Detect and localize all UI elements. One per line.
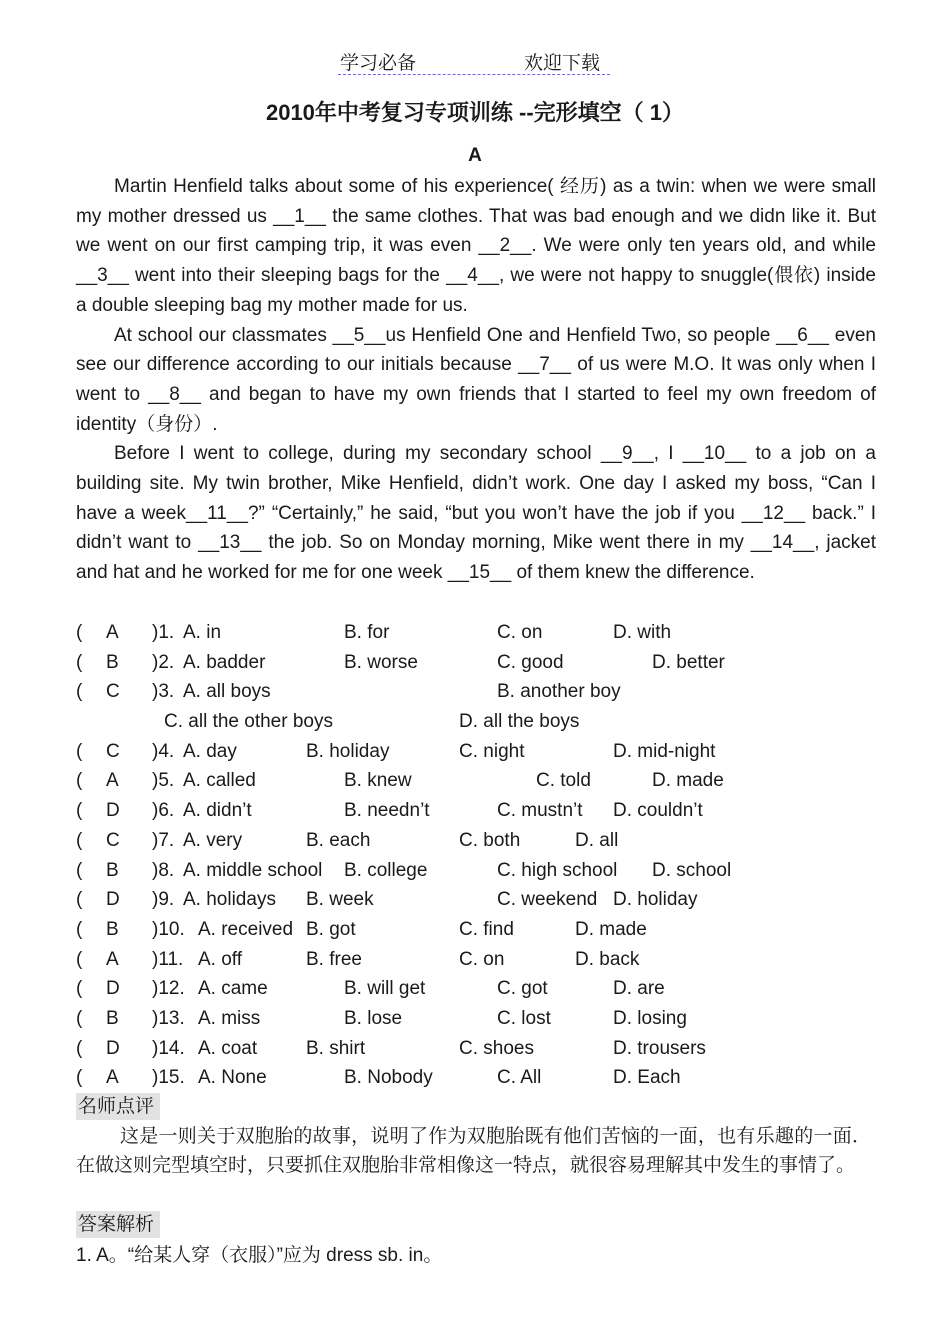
option-choice: B. got — [306, 918, 356, 940]
passage-paragraph-3: Before I went to college, during my secondary school __9__, I __10__ to a job on a building site. My twin brother, Mike Henfield, didn’t work. One day I asked my boss, “Can I have a week__11__?” “Certainly,” he said, “but you won’t have the job if you __12__ back.” I didn’t want to __13__ the job. So on Monday morning, Mike went there in my __14__, jacket and hat and he worked for me for one week __15__ of them knew the difference. — [76, 443, 876, 584]
answer-letter: C — [106, 829, 120, 851]
open-paren: ( — [76, 948, 83, 970]
option-choice: C. on — [497, 622, 543, 643]
option-choice: A. day — [183, 740, 237, 762]
answer-letter: B — [106, 1007, 119, 1029]
option-choice: C. weekend — [497, 889, 598, 911]
question-row — [76, 974, 856, 1004]
open-paren: ( — [76, 978, 83, 1000]
question-number: )11. — [152, 948, 184, 970]
answer-letter: C — [106, 681, 120, 703]
option-choice: D. made — [575, 918, 647, 940]
passage-paragraph-2: At school our classmates __5__us Henfield One and Henfield Two, so people __6__ even see our difference according to our initials because __7__ of us were M.O. It was only when I went to __8__ and began to have my own friends that I started to feel my own freedom of identity（身份）. — [76, 324, 876, 435]
option-choice: D. made — [652, 770, 724, 792]
option-choice: B. Nobody — [344, 1067, 433, 1089]
option-choice: C. told — [536, 770, 591, 792]
page-title: 2010年中考复习专项训练 --完形填空（ 1） — [265, 100, 685, 125]
option-choice: D. holiday — [613, 889, 698, 911]
open-paren: ( — [76, 740, 83, 762]
answer-letter: D — [106, 889, 120, 911]
passage-paragraph-1: Martin Henfield talks about some of his experience( 经历) as a twin: when we were small my mother dressed us __1__ the same clothes. That was bad enough and we didn like it. But we went on our first camping trip, it was even __2__. We were only ten years old, and while __3__ went into their sleeping bags for the __4__, we were not happy to snuggle(偎依) inside a double sleeping bag my mother made for us. — [76, 176, 876, 316]
question-row — [76, 856, 856, 886]
option-choice: D. couldn’t — [613, 800, 703, 822]
question-number: )12. — [152, 978, 185, 1000]
question-row — [76, 648, 856, 678]
question-number: )9. — [152, 889, 175, 911]
question-number: )7. — [152, 829, 175, 851]
option-choice: D. trousers — [613, 1037, 706, 1059]
answer-letter: A — [106, 622, 119, 643]
answer-letter: D — [106, 800, 120, 822]
header-right-text: 欢迎下载 — [524, 53, 601, 74]
question-row — [76, 885, 856, 915]
option-choice: C. both — [459, 829, 521, 851]
question-row — [76, 677, 856, 707]
open-paren: ( — [76, 918, 83, 940]
question-row — [76, 766, 856, 796]
option-choice: A. holidays — [183, 889, 276, 911]
option-choice: A. coat — [198, 1037, 258, 1059]
option-choice: A. miss — [198, 1007, 261, 1029]
option-choice: B. worse — [344, 651, 418, 673]
answer-letter: B — [106, 859, 119, 881]
option-choice: C. lost — [497, 1007, 551, 1029]
option-choice: B. knew — [344, 770, 412, 792]
option-choice: B. shirt — [306, 1037, 366, 1059]
option-choice: B. will get — [344, 978, 426, 1000]
cloze-passage — [76, 172, 876, 588]
question-row — [76, 945, 856, 975]
question-number: )4. — [152, 740, 175, 762]
open-paren: ( — [76, 800, 83, 822]
option-choice: C. shoes — [459, 1037, 534, 1059]
question-row — [76, 915, 856, 945]
answer-letter: A — [106, 948, 119, 970]
option-choice: A. None — [198, 1067, 267, 1089]
open-paren: ( — [76, 770, 83, 792]
open-paren: ( — [76, 829, 83, 851]
option-choice: D. back — [575, 948, 640, 970]
option-choice: C. find — [459, 918, 514, 940]
question-list — [76, 618, 856, 1093]
option-choice: A. came — [198, 978, 268, 1000]
answer-letter: A — [106, 1067, 119, 1089]
option-choice: A. off — [198, 948, 243, 970]
option-choice: A. in — [183, 622, 222, 643]
section-heading: A — [468, 145, 482, 166]
question-row — [76, 796, 856, 826]
option-choice: A. badder — [183, 651, 266, 673]
option-choice: C. All — [497, 1067, 542, 1089]
answer-letter: A — [106, 770, 119, 792]
option-choice: C. got — [497, 978, 548, 1000]
option-choice: D. losing — [613, 1007, 687, 1029]
option-choice: A. called — [183, 770, 256, 792]
option-choice: B. for — [344, 622, 390, 643]
question-number: )10. — [152, 918, 185, 940]
question-row — [76, 826, 856, 856]
question-number: )15. — [152, 1067, 185, 1089]
question-number: )3. — [152, 681, 175, 703]
question-number: )6. — [152, 800, 175, 822]
page-header — [338, 46, 610, 75]
answer-letter: B — [106, 918, 119, 940]
option-choice: C. good — [497, 651, 564, 673]
open-paren: ( — [76, 889, 83, 911]
option-choice: D. are — [613, 978, 665, 1000]
option-choice: B. needn’t — [344, 800, 430, 822]
answer-letter: B — [106, 651, 119, 673]
option-choice: D. school — [652, 859, 732, 881]
answer-letter: D — [106, 978, 120, 1000]
option-choice: B. holiday — [306, 740, 390, 762]
question-number: )13. — [152, 1007, 185, 1029]
option-choice: A. didn’t — [183, 800, 252, 822]
option-choice: C. night — [459, 740, 525, 762]
option-choice: D. all the boys — [459, 711, 580, 733]
option-choice: B. free — [306, 948, 362, 970]
question-row — [76, 737, 856, 767]
option-choice: C. mustn’t — [497, 800, 583, 822]
open-paren: ( — [76, 651, 83, 673]
open-paren: ( — [76, 681, 83, 703]
answer-analysis-label: 答案解析 — [76, 1211, 160, 1238]
teacher-comment: 这是一则关于双胞胎的故事，说明了作为双胞胎既有他们苦恼的一面，也有乐趣的一面．在做这则完型填空时，只要抓住双胞胎非常相像这一特点，就很容易理解其中发生的事情了。 — [76, 1125, 871, 1176]
question-row — [76, 618, 856, 648]
option-choice: A. all boys — [183, 681, 271, 703]
option-choice: C. on — [459, 948, 505, 970]
question-number: )1. — [152, 622, 175, 643]
header-left-text: 学习必备 — [340, 53, 417, 74]
answer-letter: C — [106, 740, 120, 762]
option-choice: D. better — [652, 651, 725, 673]
question-number: )14. — [152, 1037, 185, 1059]
option-choice: C. high school — [497, 859, 618, 881]
option-choice: D. mid-night — [613, 740, 716, 762]
option-choice: B. college — [344, 859, 428, 881]
option-choice: B. another boy — [497, 681, 621, 703]
question-number: )5. — [152, 770, 175, 792]
question-row — [76, 1004, 856, 1034]
answer-explanation: 1. A。“给某人穿（衣服）”应为 dress sb. in。 — [76, 1245, 443, 1266]
option-choice: D. with — [613, 622, 672, 643]
open-paren: ( — [76, 1007, 83, 1029]
open-paren: ( — [76, 1067, 83, 1089]
option-choice: A. middle school — [183, 859, 323, 881]
option-choice: C. all the other boys — [164, 711, 333, 733]
option-choice: B. lose — [344, 1007, 403, 1029]
option-choice: A. very — [183, 829, 243, 851]
option-choice: D. all — [575, 829, 619, 851]
option-choice: D. Each — [613, 1067, 681, 1089]
option-choice: B. week — [306, 889, 374, 911]
question-row — [76, 1034, 856, 1064]
question-row — [76, 707, 856, 737]
open-paren: ( — [76, 1037, 83, 1059]
open-paren: ( — [76, 859, 83, 881]
open-paren: ( — [76, 622, 83, 643]
option-choice: B. each — [306, 829, 371, 851]
question-number: )8. — [152, 859, 175, 881]
question-number: )2. — [152, 651, 175, 673]
answer-letter: D — [106, 1037, 120, 1059]
option-choice: A. received — [198, 918, 294, 940]
comment-label: 名师点评 — [76, 1093, 160, 1120]
question-row — [76, 1063, 856, 1093]
